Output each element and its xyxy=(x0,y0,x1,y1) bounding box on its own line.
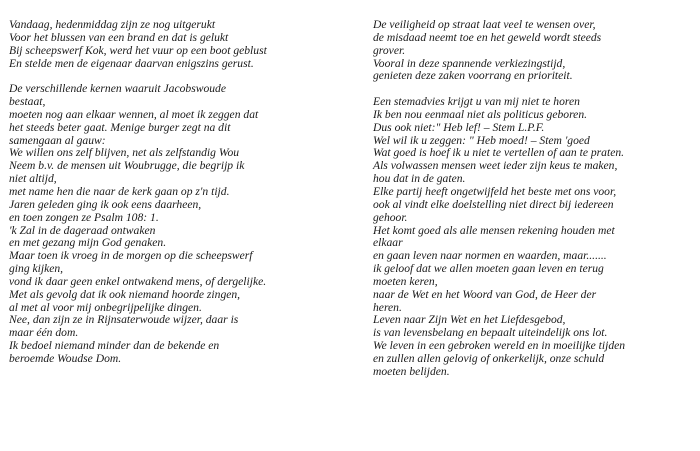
poem-line: niet altijd, xyxy=(9,172,57,186)
poem-line: en zullen allen gelovig of onkerkelijk, onze schuld xyxy=(373,351,605,365)
poem-line: de misdaad neemt toe en het geweld wordt steeds xyxy=(373,30,602,44)
poem-line: Wel wil ik u zeggen: " Heb moed! – Stem 'goed xyxy=(373,133,590,147)
poem-line: Jaren geleden ging ik ook eens daarheen, xyxy=(9,197,202,211)
poem-line: en toen zongen ze Psalm 108: 1. xyxy=(9,210,159,224)
stanza-fire-rescue xyxy=(9,19,327,70)
poem-line: en met gezang mijn God genaken. xyxy=(9,236,167,250)
poem-line: maar één dom. xyxy=(9,326,79,340)
poem-line: Leven naar Zijn Wet en het Liefdesgebod, xyxy=(373,313,566,327)
poem-line: Nee, dan zijn ze in Rijnsaterwoude wijzer, daar is xyxy=(9,313,239,327)
poem-line: het steeds beter gaat. Menige burger zegt na dit xyxy=(9,120,231,134)
poem-line: 'k Zal in de dageraad ontwaken xyxy=(9,223,156,237)
poem-line: is van levensbelang en bepaalt uiteindelijk ons lot. xyxy=(373,326,608,340)
poem-line: Dus ook niet:" Heb lef! – Stem L.P.F. xyxy=(373,120,545,134)
poem-line: Vooral in deze spannende verkiezingstijd, xyxy=(373,56,566,70)
poem-line: heren. xyxy=(373,300,402,314)
poem-line: Bij scheepswerf Kok, werd het vuur op een boot geblust xyxy=(9,43,267,57)
poem-line: Wat goed is hoef ik u niet te vertellen of aan te praten. xyxy=(373,146,625,160)
poem-line: en gaan leven naar normen en waarden, maar....... xyxy=(373,249,607,263)
poem-line: We willen ons zelf blijven, net als zelfstandig Wou xyxy=(9,146,240,160)
poem-line: bestaat, xyxy=(9,95,46,109)
left-poem-column xyxy=(9,19,327,366)
poem-line: hou dat in de gaten. xyxy=(373,172,466,186)
poem-line: gehoor. xyxy=(373,210,408,224)
poem-line: moeten keren, xyxy=(373,274,438,288)
poem-line: moeten nog aan elkaar wennen, al moet ik zeggen dat xyxy=(9,107,259,121)
poem-line: Maar toen ik vroeg in de morgen op die scheepswerf xyxy=(9,249,253,263)
poem-line: vond ik daar geen enkel ontwakend mens, of dergelijke. xyxy=(9,274,267,288)
poem-line: Met als gevolg dat ik ook niemand hoorde zingen, xyxy=(9,287,241,301)
poem-line: Ik bedoel niemand minder dan de bekende en xyxy=(9,339,220,353)
poem-line: De verschillende kernen waaruit Jacobswoude xyxy=(9,82,227,96)
poem-line: Neem b.v. de mensen uit Woubrugge, die begrijp ik xyxy=(9,159,245,173)
poem-line: ook al vindt elke doelstelling niet direct bij iedereen xyxy=(373,197,614,211)
poem-line: Een stemadvies krijgt u van mij niet te horen xyxy=(373,95,580,109)
poem-line: Als volwassen mensen weet ieder zijn keus te maken, xyxy=(373,159,618,173)
poem-line: genieten deze zaken voorrang en prioriteit. xyxy=(373,69,573,83)
poem-line: al met al voor mij onbegrijpelijke dingen. xyxy=(9,300,202,314)
poem-line: beroemde Woudse Dom. xyxy=(9,351,122,365)
poem-line: Elke partij heeft ongetwijfeld het beste met ons voor, xyxy=(373,184,617,198)
poem-line: Voor het blussen van een brand en dat is gelukt xyxy=(9,30,229,44)
stanza-voting-advice xyxy=(373,96,691,379)
poem-line: En stelde men de eigenaar daarvan enigszins gerust. xyxy=(9,56,254,70)
poem-line: Vandaag, hedenmiddag zijn ze nog uitgerukt xyxy=(9,18,216,31)
poem-line: naar de Wet en het Woord van God, de Heer der xyxy=(373,287,597,301)
poem-line: De veiligheid op straat laat veel te wensen over, xyxy=(373,18,596,31)
poem-line: met name hen die naar de kerk gaan op z'n tijd. xyxy=(9,184,230,198)
poem-line: Het komt goed als alle mensen rekening houden met xyxy=(373,223,615,237)
poem-line: ik geloof dat we allen moeten gaan leven en terug xyxy=(373,262,604,276)
poem-line: grover. xyxy=(373,43,406,57)
poem-line: We leven in een gebroken wereld en in moeilijke tijden xyxy=(373,339,626,353)
poem-line: Ik ben nou eenmaal niet als politicus geboren. xyxy=(373,107,588,121)
poem-line: samengaan al gauw: xyxy=(9,133,106,147)
poem-line: elkaar xyxy=(373,236,403,250)
right-poem-column xyxy=(373,19,691,379)
stanza-jacobswoude xyxy=(9,83,327,366)
poem-line: moeten belijden. xyxy=(373,364,450,378)
stanza-street-safety xyxy=(373,19,691,83)
poem-line: ging kijken, xyxy=(9,262,64,276)
